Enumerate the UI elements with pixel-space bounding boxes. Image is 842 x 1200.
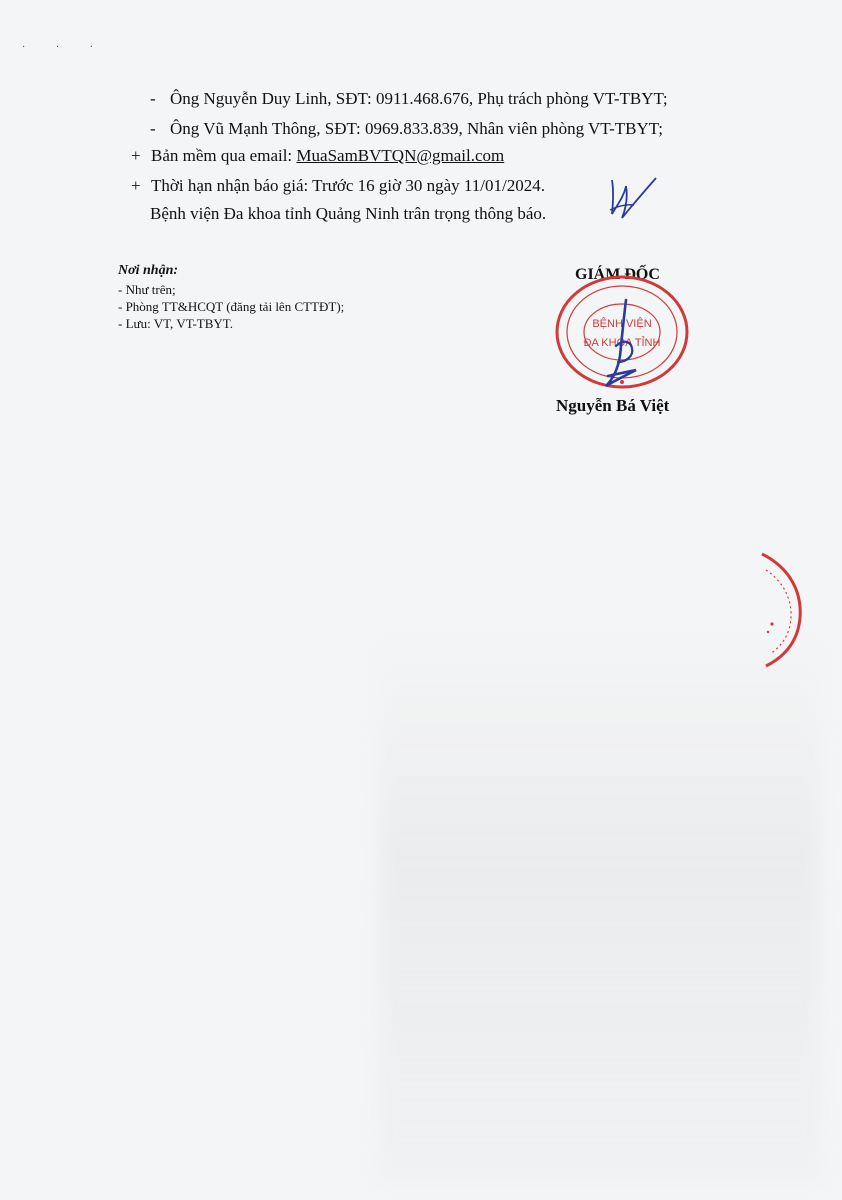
scan-shading (380, 640, 820, 1180)
bullet-plus: + (131, 146, 141, 165)
scan-specks: · · · (22, 42, 107, 53)
closing-line: Bệnh viện Đa khoa tỉnh Quảng Ninh trân trọng thông báo. (150, 204, 547, 223)
contact-line-1 (150, 89, 668, 109)
page-seal-fragment (756, 548, 806, 670)
contact-text: Ông Vũ Mạnh Thông, SĐT: 0969.833.839, Nhân viên phòng VT-TBYT; (170, 119, 663, 138)
deadline-text: Thời hạn nhận báo giá: Trước 16 giờ 30 ngày 11/01/2024. (151, 176, 545, 195)
bullet-plus: + (131, 176, 141, 195)
deadline-line (131, 176, 545, 196)
signer-name: Nguyễn Bá Việt (556, 396, 670, 415)
email-link[interactable]: MuaSamBVTQN@gmail.com (296, 146, 505, 165)
recipients-heading: Nơi nhận: (118, 263, 179, 278)
bullet-dash: - (150, 89, 156, 108)
recipient-item: - Như trên; (118, 282, 176, 297)
initial-signature-mark (604, 174, 660, 230)
email-label: Bản mềm qua email: (151, 146, 297, 165)
contact-text: Ông Nguyễn Duy Linh, SĐT: 0911.468.676, Phụ trách phòng VT-TBYT; (170, 89, 668, 108)
recipient-item: - Phòng TT&HCQT (đăng tải lên CTTĐT); (118, 299, 345, 314)
contact-line-2 (150, 119, 663, 139)
bullet-dash: - (150, 119, 156, 138)
recipients-block (118, 263, 348, 332)
email-line (131, 146, 504, 166)
recipient-item: - Lưu: VT, VT-TBYT. (118, 316, 234, 331)
seal-line-2: ĐA KHOA TỈNH (583, 337, 661, 349)
signer-title: GIÁM ĐỐC (575, 266, 660, 283)
seal-line-1: BỆNH VIỆN (592, 318, 652, 330)
director-signature (596, 296, 642, 392)
